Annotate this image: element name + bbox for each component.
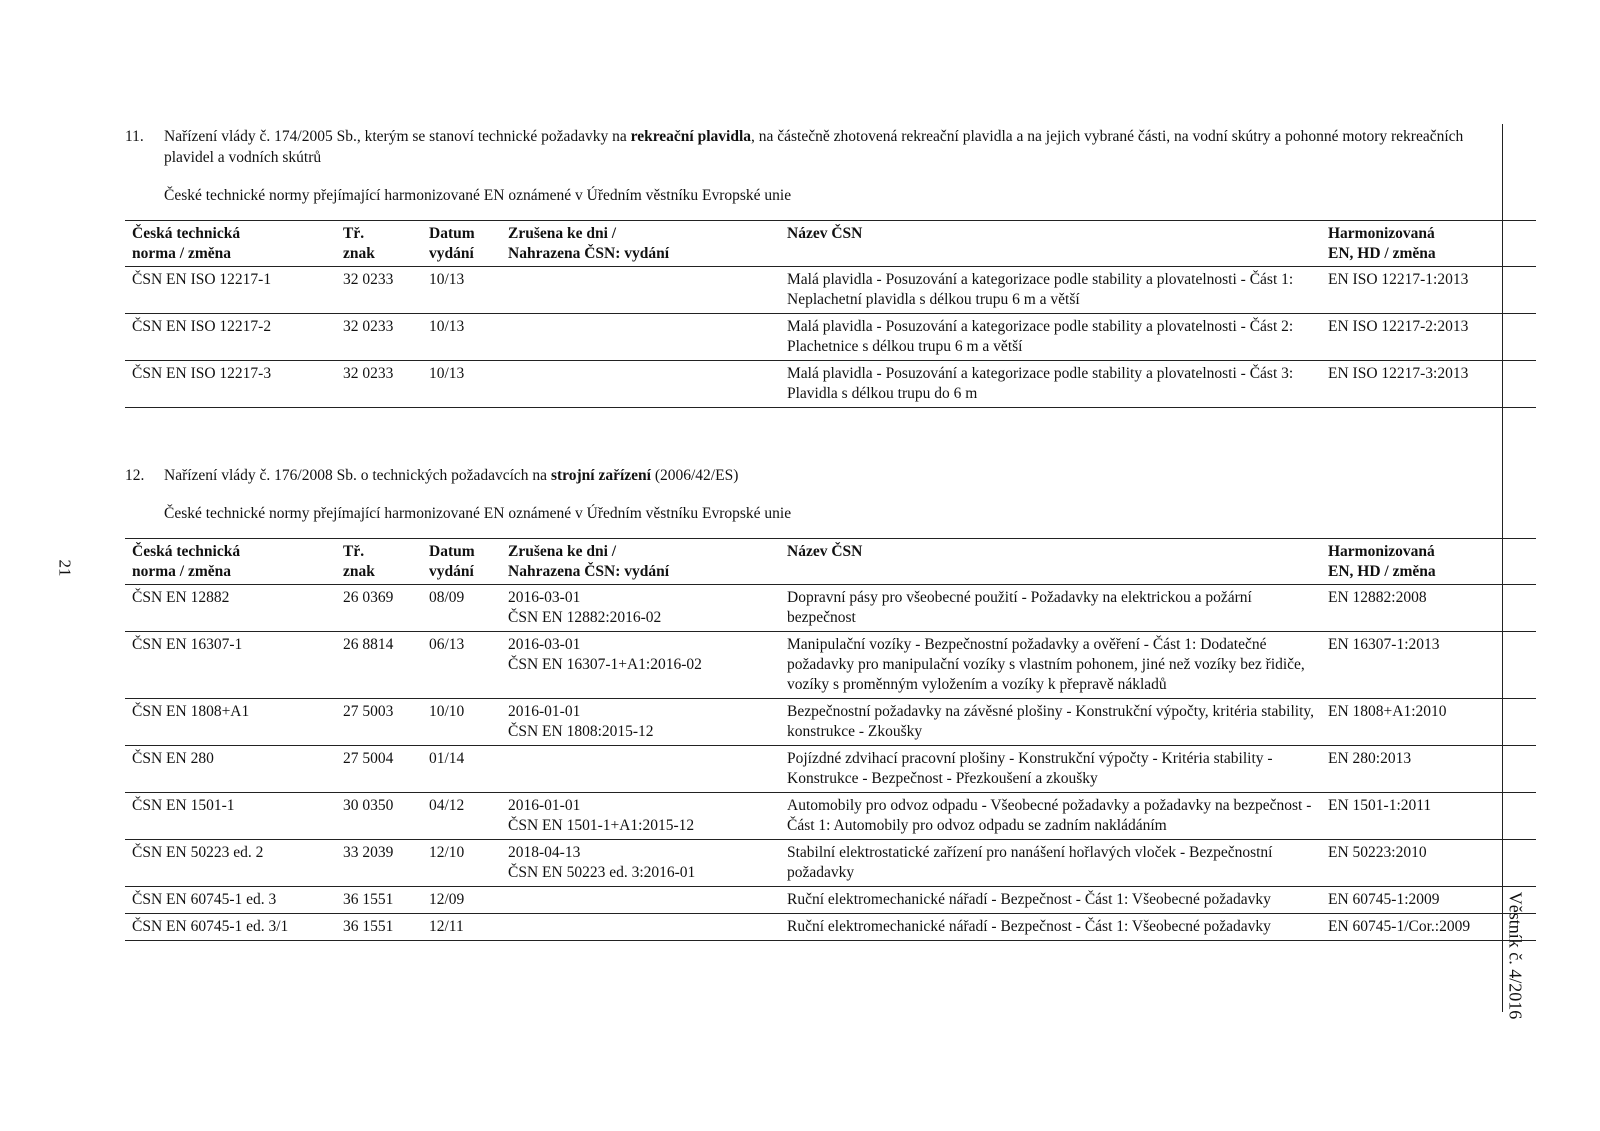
cell-trida: 32 0233 (336, 314, 422, 361)
cell-datum: 10/13 (422, 314, 501, 361)
cell-harmonizovana: EN 280:2013 (1321, 746, 1536, 793)
col-norma: Česká technická norma / změna (125, 539, 336, 585)
heading-text-pre: Nařízení vlády č. 176/2008 Sb. o technických požadavcích na (164, 467, 551, 484)
cell-datum: 10/13 (422, 361, 501, 408)
cell-trida: 30 0350 (336, 793, 422, 840)
cell-datum: 01/14 (422, 746, 501, 793)
cell-zrusena (501, 314, 780, 361)
cell-nazev: Malá plavidla - Posuzování a kategorizace podle stability a plovatelnosti - Část 3: Plavidla s délkou trupu do 6 m (780, 361, 1321, 408)
heading-text-post: (2006/42/ES) (650, 467, 739, 484)
cell-harmonizovana: EN ISO 12217-3:2013 (1321, 361, 1536, 408)
cell-harmonizovana: EN 16307-1:2013 (1321, 632, 1536, 699)
heading-text-bold: rekreační plavidla (630, 128, 752, 145)
zrusena-date: 2016-03-01 (508, 589, 581, 606)
cell-trida: 32 0233 (336, 361, 422, 408)
norms-table (125, 220, 1536, 408)
cell-nazev: Bezpečnostní požadavky na závěsné plošiny - Konstrukční výpočty, kritéria stability, konstrukce - Zkoušky (780, 699, 1321, 746)
heading-text-bold: strojní zařízení (550, 467, 651, 484)
col-datum: Datum vydání (422, 539, 501, 585)
cell-norma: ČSN EN 50223 ed. 2 (125, 840, 336, 887)
section-intro: České technické normy přejímající harmonizované EN oznámené v Úředním věstníku Evropské unie (164, 505, 792, 522)
col-trida: Tř. znak (336, 539, 422, 585)
cell-trida: 33 2039 (336, 840, 422, 887)
table-row (125, 840, 1536, 887)
col-trida: Tř. znak (336, 221, 422, 267)
cell-norma: ČSN EN 280 (125, 746, 336, 793)
col-nazev: Název ČSN (780, 539, 1321, 585)
cell-norma: ČSN EN ISO 12217-1 (125, 267, 336, 314)
cell-zrusena (501, 840, 780, 887)
cell-trida: 36 1551 (336, 914, 422, 941)
heading-text-pre: Nařízení vlády č. 174/2005 Sb., kterým se stanoví technické požadavky na (164, 128, 631, 145)
cell-zrusena (501, 887, 780, 914)
zrusena-replacement: ČSN EN 50223 ed. 3:2016-01 (508, 864, 696, 881)
cell-datum: 10/13 (422, 267, 501, 314)
col-harmonizovana: Harmonizovaná EN, HD / změna (1321, 539, 1536, 585)
page-number: 21 (55, 559, 75, 577)
cell-zrusena (501, 267, 780, 314)
cell-nazev: Ruční elektromechanické nářadí - Bezpečnost - Část 1: Všeobecné požadavky (780, 887, 1321, 914)
col-norma: Česká technická norma / změna (125, 221, 336, 267)
cell-datum: 12/11 (422, 914, 501, 941)
cell-nazev: Stabilní elektrostatické zařízení pro nanášení hořlavých vloček - Bezpečnostní požadavky (780, 840, 1321, 887)
cell-trida: 36 1551 (336, 887, 422, 914)
cell-nazev: Malá plavidla - Posuzování a kategorizace podle stability a plovatelnosti - Část 2: Plachetnice s délkou trupu 6 m a větší (780, 314, 1321, 361)
cell-datum: 10/10 (422, 699, 501, 746)
zrusena-replacement: ČSN EN 16307-1+A1:2016-02 (508, 656, 702, 673)
table-header-row (125, 221, 1536, 267)
table-row (125, 632, 1536, 699)
table-row (125, 887, 1536, 914)
cell-harmonizovana: EN 12882:2008 (1321, 585, 1536, 632)
section-number: 12. (125, 467, 145, 484)
cell-datum: 04/12 (422, 793, 501, 840)
cell-norma: ČSN EN ISO 12217-3 (125, 361, 336, 408)
cell-norma: ČSN EN 60745-1 ed. 3/1 (125, 914, 336, 941)
col-nazev: Název ČSN (780, 221, 1321, 267)
zrusena-replacement: ČSN EN 12882:2016-02 (508, 609, 662, 626)
cell-harmonizovana: EN 60745-1:2009 (1321, 887, 1536, 914)
section-12 (125, 465, 1470, 941)
cell-nazev: Ruční elektromechanické nářadí - Bezpečnost - Část 1: Všeobecné požadavky (780, 914, 1321, 941)
cell-datum: 08/09 (422, 585, 501, 632)
table-row (125, 267, 1536, 314)
cell-norma: ČSN EN 60745-1 ed. 3 (125, 887, 336, 914)
cell-zrusena (501, 793, 780, 840)
cell-norma: ČSN EN 1808+A1 (125, 699, 336, 746)
table-row (125, 793, 1536, 840)
journal-label: Věstník č. 4/2016 (1505, 891, 1526, 1020)
table-row (125, 699, 1536, 746)
cell-norma: ČSN EN 16307-1 (125, 632, 336, 699)
table-row (125, 314, 1536, 361)
table-header-row (125, 539, 1536, 585)
cell-zrusena (501, 632, 780, 699)
cell-trida: 26 8814 (336, 632, 422, 699)
section-heading (125, 126, 1470, 168)
cell-nazev: Malá plavidla - Posuzování a kategorizace podle stability a plovatelnosti - Část 1: Neplachetní plavidla s délkou trupu 6 m a větší (780, 267, 1321, 314)
cell-nazev: Dopravní pásy pro všeobecné použití - Požadavky na elektrickou a požární bezpečnost (780, 585, 1321, 632)
zrusena-date: 2018-04-13 (508, 844, 581, 861)
heading-text-post: , na částečně zhotovená rekreační plavidla a na jejich vybrané části, na vodní skútry a pohonné motory rekreačních plavidel a vodních skútrů (164, 128, 1464, 166)
section-number: 11. (125, 128, 144, 145)
table-row (125, 914, 1536, 941)
cell-trida: 26 0369 (336, 585, 422, 632)
cell-nazev: Manipulační vozíky - Bezpečnostní požadavky a ověření - Část 1: Dodatečné požadavky pro manipulační vozíky s vlastním pohonem, jiné než vozíky bez řidiče, vozíky s proměnným vyložením a vozíky k přepravě nákladů (780, 632, 1321, 699)
cell-zrusena (501, 361, 780, 408)
section-intro: České technické normy přejímající harmonizované EN oznámené v Úředním věstníku Evropské unie (164, 187, 792, 204)
cell-norma: ČSN EN 1501-1 (125, 793, 336, 840)
cell-harmonizovana: EN 1808+A1:2010 (1321, 699, 1536, 746)
cell-nazev: Pojízdné zdvihací pracovní plošiny - Konstrukční výpočty - Kritéria stability - Konstrukce - Bezpečnost - Přezkoušení a zkoušky (780, 746, 1321, 793)
zrusena-replacement: ČSN EN 1808:2015-12 (508, 723, 654, 740)
table-row (125, 361, 1536, 408)
zrusena-date: 2016-01-01 (508, 703, 581, 720)
cell-harmonizovana: EN ISO 12217-1:2013 (1321, 267, 1536, 314)
cell-zrusena (501, 914, 780, 941)
section-heading (125, 465, 1470, 486)
cell-datum: 12/09 (422, 887, 501, 914)
section-11 (125, 126, 1470, 408)
cell-trida: 27 5004 (336, 746, 422, 793)
norms-table (125, 538, 1536, 941)
cell-nazev: Automobily pro odvoz odpadu - Všeobecné požadavky a požadavky na bezpečnost - Část 1: Automobily pro odvoz odpadu se zadním nakládáním (780, 793, 1321, 840)
col-zrusena: Zrušena ke dni / Nahrazena ČSN: vydání (501, 221, 780, 267)
zrusena-date: 2016-03-01 (508, 636, 581, 653)
cell-harmonizovana: EN 1501-1:2011 (1321, 793, 1536, 840)
table-row (125, 585, 1536, 632)
cell-norma: ČSN EN 12882 (125, 585, 336, 632)
zrusena-replacement: ČSN EN 1501-1+A1:2015-12 (508, 817, 695, 834)
cell-harmonizovana: EN 50223:2010 (1321, 840, 1536, 887)
cell-harmonizovana: EN 60745-1/Cor.:2009 (1321, 914, 1536, 941)
cell-zrusena (501, 746, 780, 793)
cell-trida: 32 0233 (336, 267, 422, 314)
cell-trida: 27 5003 (336, 699, 422, 746)
col-zrusena: Zrušena ke dni / Nahrazena ČSN: vydání (501, 539, 780, 585)
cell-harmonizovana: EN ISO 12217-2:2013 (1321, 314, 1536, 361)
cell-datum: 06/13 (422, 632, 501, 699)
cell-norma: ČSN EN ISO 12217-2 (125, 314, 336, 361)
col-harmonizovana: Harmonizovaná EN, HD / změna (1321, 221, 1536, 267)
zrusena-date: 2016-01-01 (508, 797, 581, 814)
cell-datum: 12/10 (422, 840, 501, 887)
table-row (125, 746, 1536, 793)
cell-zrusena (501, 699, 780, 746)
cell-zrusena (501, 585, 780, 632)
col-datum: Datum vydání (422, 221, 501, 267)
